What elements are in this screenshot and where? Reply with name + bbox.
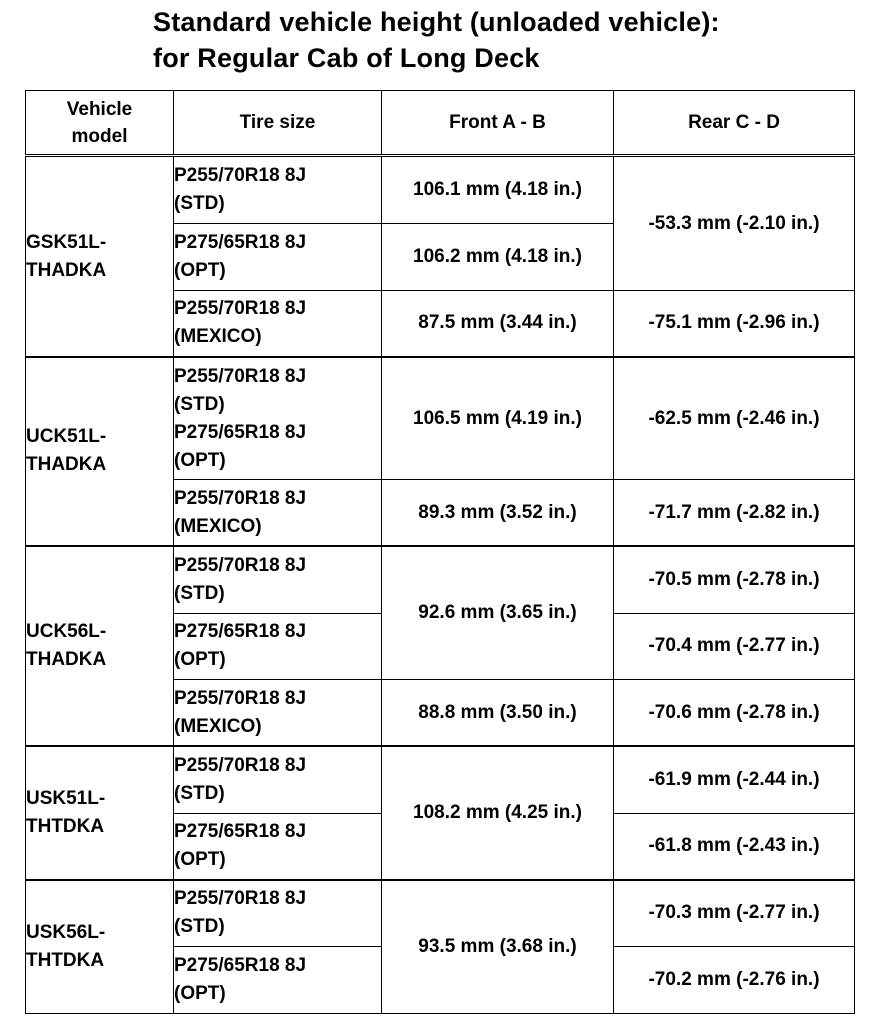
rear-value-cell: -70.5 mm (-2.78 in.) [614, 546, 855, 613]
header-tire-size: Tire size [174, 91, 382, 156]
header-vehicle-model: Vehicle model [26, 91, 174, 156]
vehicle-model-cell: USK51L- THTDKA [26, 746, 174, 880]
rear-value-cell: -62.5 mm (-2.46 in.) [614, 357, 855, 480]
front-value-cell: 108.2 mm (4.25 in.) [382, 746, 614, 880]
front-value-cell: 92.6 mm (3.65 in.) [382, 546, 614, 680]
vehicle-model-cell: UCK56L- THADKA [26, 546, 174, 746]
tire-size-cell: P255/70R18 8J (MEXICO) [174, 480, 382, 546]
table-row [26, 156, 855, 223]
front-value-cell: 88.8 mm (3.50 in.) [382, 680, 614, 746]
rear-value-cell: -70.4 mm (-2.77 in.) [614, 613, 855, 679]
rear-value-cell: -70.6 mm (-2.78 in.) [614, 680, 855, 746]
vehicle-model-cell: GSK51L- THADKA [26, 156, 174, 357]
front-value-cell: 106.5 mm (4.19 in.) [382, 357, 614, 480]
tire-size-cell: P275/65R18 8J (OPT) [174, 946, 382, 1013]
tire-size-cell: P255/70R18 8J (STD) [174, 746, 382, 813]
table-header-row [26, 91, 855, 156]
header-front: Front A - B [382, 91, 614, 156]
page-title [153, 4, 720, 76]
tire-size-cell: P255/70R18 8J (STD) [174, 880, 382, 946]
tire-size-cell: P255/70R18 8J (MEXICO) [174, 680, 382, 746]
front-value-cell: 93.5 mm (3.68 in.) [382, 880, 614, 1014]
tire-size-cell: P275/65R18 8J (OPT) [174, 223, 382, 290]
rear-value-cell: -61.8 mm (-2.43 in.) [614, 813, 855, 879]
front-value-cell: 106.1 mm (4.18 in.) [382, 156, 614, 223]
title-line-2: for Regular Cab of Long Deck [153, 43, 540, 73]
vehicle-model-cell: USK56L- THTDKA [26, 880, 174, 1014]
tire-size-cell: P275/65R18 8J (OPT) [174, 813, 382, 879]
front-value-cell: 87.5 mm (3.44 in.) [382, 291, 614, 357]
title-line-1: Standard vehicle height (unloaded vehicle): [153, 7, 720, 37]
rear-value-cell: -70.2 mm (-2.76 in.) [614, 946, 855, 1013]
vehicle-height-table [25, 90, 855, 1014]
tire-size-cell: P255/70R18 8J (STD) [174, 156, 382, 223]
table-row [26, 546, 855, 613]
table-row [26, 357, 855, 480]
header-rear: Rear C - D [614, 91, 855, 156]
table-row [26, 880, 855, 946]
front-value-cell: 89.3 mm (3.52 in.) [382, 480, 614, 546]
tire-size-cell: P255/70R18 8J (MEXICO) [174, 291, 382, 357]
rear-value-cell: -75.1 mm (-2.96 in.) [614, 291, 855, 357]
tire-size-cell: P255/70R18 8J (STD) [174, 546, 382, 613]
rear-value-cell: -53.3 mm (-2.10 in.) [614, 156, 855, 291]
table-row [26, 746, 855, 813]
front-value-cell: 106.2 mm (4.18 in.) [382, 223, 614, 290]
tire-size-cell: P275/65R18 8J (OPT) [174, 613, 382, 679]
rear-value-cell: -61.9 mm (-2.44 in.) [614, 746, 855, 813]
rear-value-cell: -70.3 mm (-2.77 in.) [614, 880, 855, 946]
vehicle-model-cell: UCK51L- THADKA [26, 357, 174, 546]
tire-size-cell: P255/70R18 8J (STD) P275/65R18 8J (OPT) [174, 357, 382, 480]
rear-value-cell: -71.7 mm (-2.82 in.) [614, 480, 855, 546]
